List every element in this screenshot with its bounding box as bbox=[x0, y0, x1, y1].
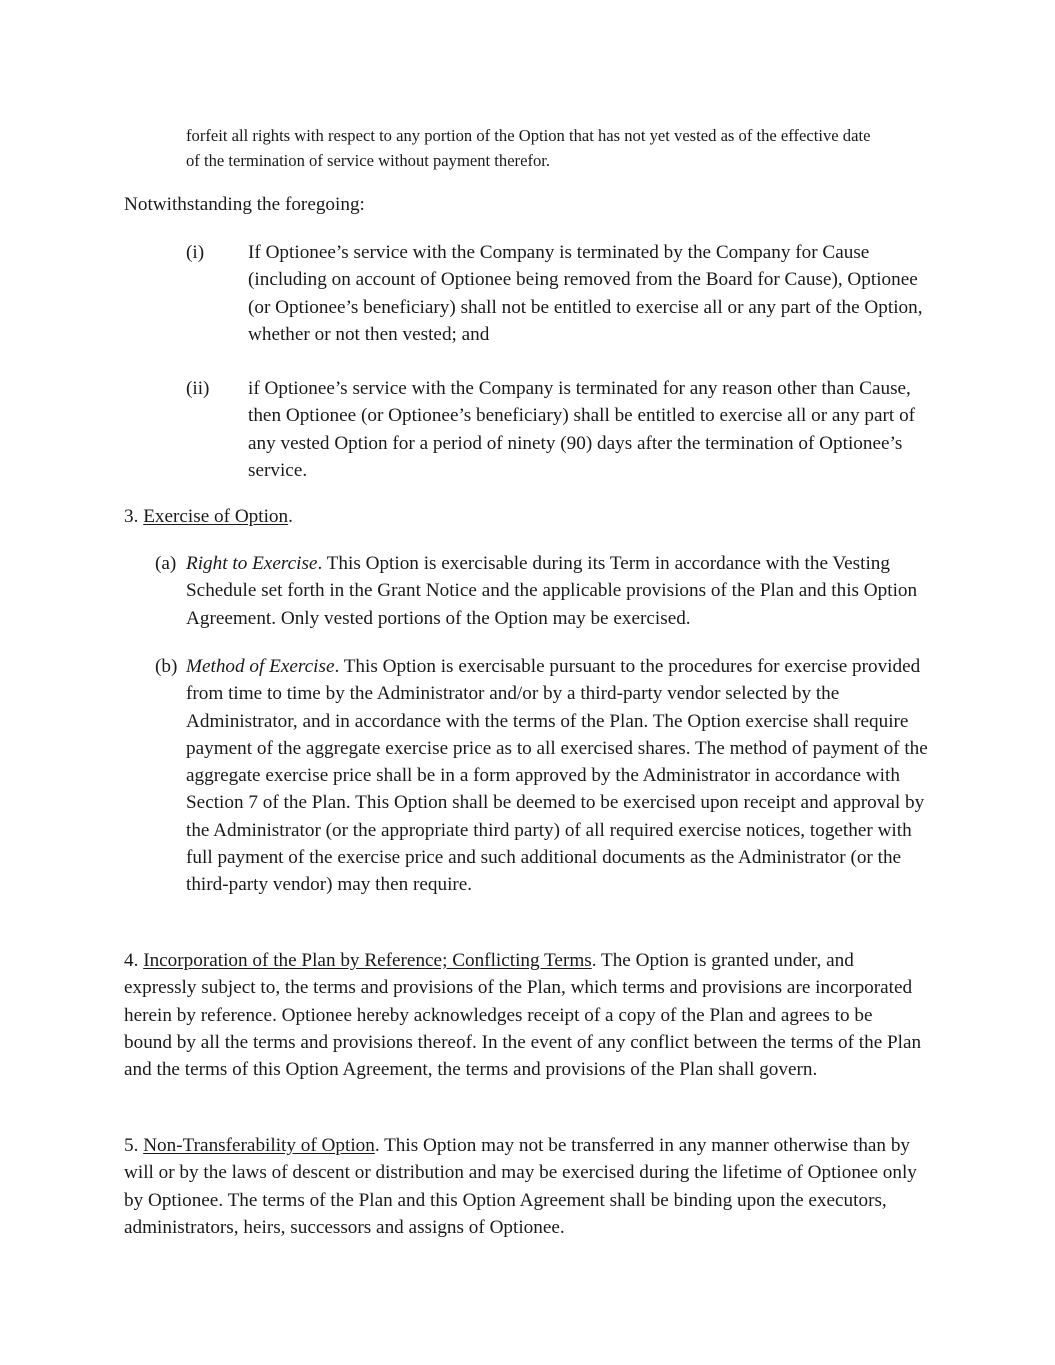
section-body: . This Option may not be transferred in any manner otherwise than by will or by the laws of descent or distribution and may be exercised during the lifetime of Optionee only by Optionee. The terms of the Plan and this Option Agreement shall be binding upon the executors, administrators, heirs, successors and assigns of Optionee. bbox=[124, 1135, 917, 1238]
roman-item-text: if Optionee’s service with the Company is terminated for any reason other than Cause, then Optionee (or Optionee’s beneficiary) shall be entitled to exercise all or any part of any vested Option for a period of ninety (90) days after the termination of Optionee’s service. bbox=[248, 378, 916, 481]
section-title: Incorporation of the Plan by Reference; Conflicting Terms bbox=[143, 950, 592, 971]
lettered-item-label: (a) bbox=[155, 553, 177, 574]
section-title-period: . bbox=[288, 506, 293, 527]
lettered-item-title: Method of Exercise bbox=[186, 656, 335, 677]
section-title: Exercise of Option bbox=[143, 506, 289, 527]
section-4-paragraph bbox=[124, 947, 924, 1083]
lettered-item-body: . This Option is exercisable during its Term in accordance with the Vesting Schedule set forth in the Grant Notice and the applicable provisions of the Plan and this Option Agreement. Only vested portions of the Option may be exercised. bbox=[186, 553, 918, 629]
notwithstanding-line: Notwithstanding the foregoing: bbox=[124, 194, 365, 215]
section-body: . The Option is granted under, and expressly subject to, the terms and provisions of the Plan, which terms and provisions are incorporated herein by reference. Optionee hereby acknowledges receipt of a copy of the Plan and agrees to be bound by all the terms and provisions thereof. In the event of any conflict between the terms of the Plan and the terms of this Option Agreement, the terms and provisions of the Plan shall govern. bbox=[124, 950, 922, 1081]
section-3-heading bbox=[124, 503, 924, 530]
section-number: 3. bbox=[124, 506, 139, 527]
lettered-item-title: Right to Exercise bbox=[186, 553, 318, 574]
lettered-item-text bbox=[186, 550, 924, 632]
lettered-item-label: (b) bbox=[155, 656, 178, 677]
lettered-item-text bbox=[186, 653, 930, 899]
lettered-item-body: . This Option is exercisable pursuant to the procedures for exercise provided from time to time by the Administrator and/or by a third-party vendor selected by the Administrator, and in accordance with the terms of the Plan. The Option exercise shall require payment of the aggregate exercise price as to all exercised shares. The method of payment of the aggregate exercise price shall be in a form approved by the Administrator in accordance with Section 7 of the Plan. This Option shall be deemed to be exercised upon receipt and approval by the Administrator (or the appropriate third party) of all required exercise notices, together with full payment of the exercise price and such additional documents as the Administrator (or the third-party vendor) may then require. bbox=[186, 656, 928, 896]
roman-item-label: (i) bbox=[186, 242, 205, 263]
intro-paragraph: forfeit all rights with respect to any portion of the Option that has not yet vested as of the effective date of the termination of service without payment therefor. bbox=[186, 126, 871, 170]
section-number: 4. bbox=[124, 950, 139, 971]
roman-item-text: If Optionee’s service with the Company is terminated by the Company for Cause (including on account of Optionee being removed from the Board for Cause), Optionee (or Optionee’s beneficiary) shall not be entitled to exercise all or any part of the Option, whether or not then vested; and bbox=[248, 242, 923, 345]
roman-item-label: (ii) bbox=[186, 378, 210, 399]
section-5-paragraph bbox=[124, 1132, 930, 1241]
section-number: 5. bbox=[124, 1135, 139, 1156]
section-title: Non-Transferability of Option bbox=[143, 1135, 375, 1156]
